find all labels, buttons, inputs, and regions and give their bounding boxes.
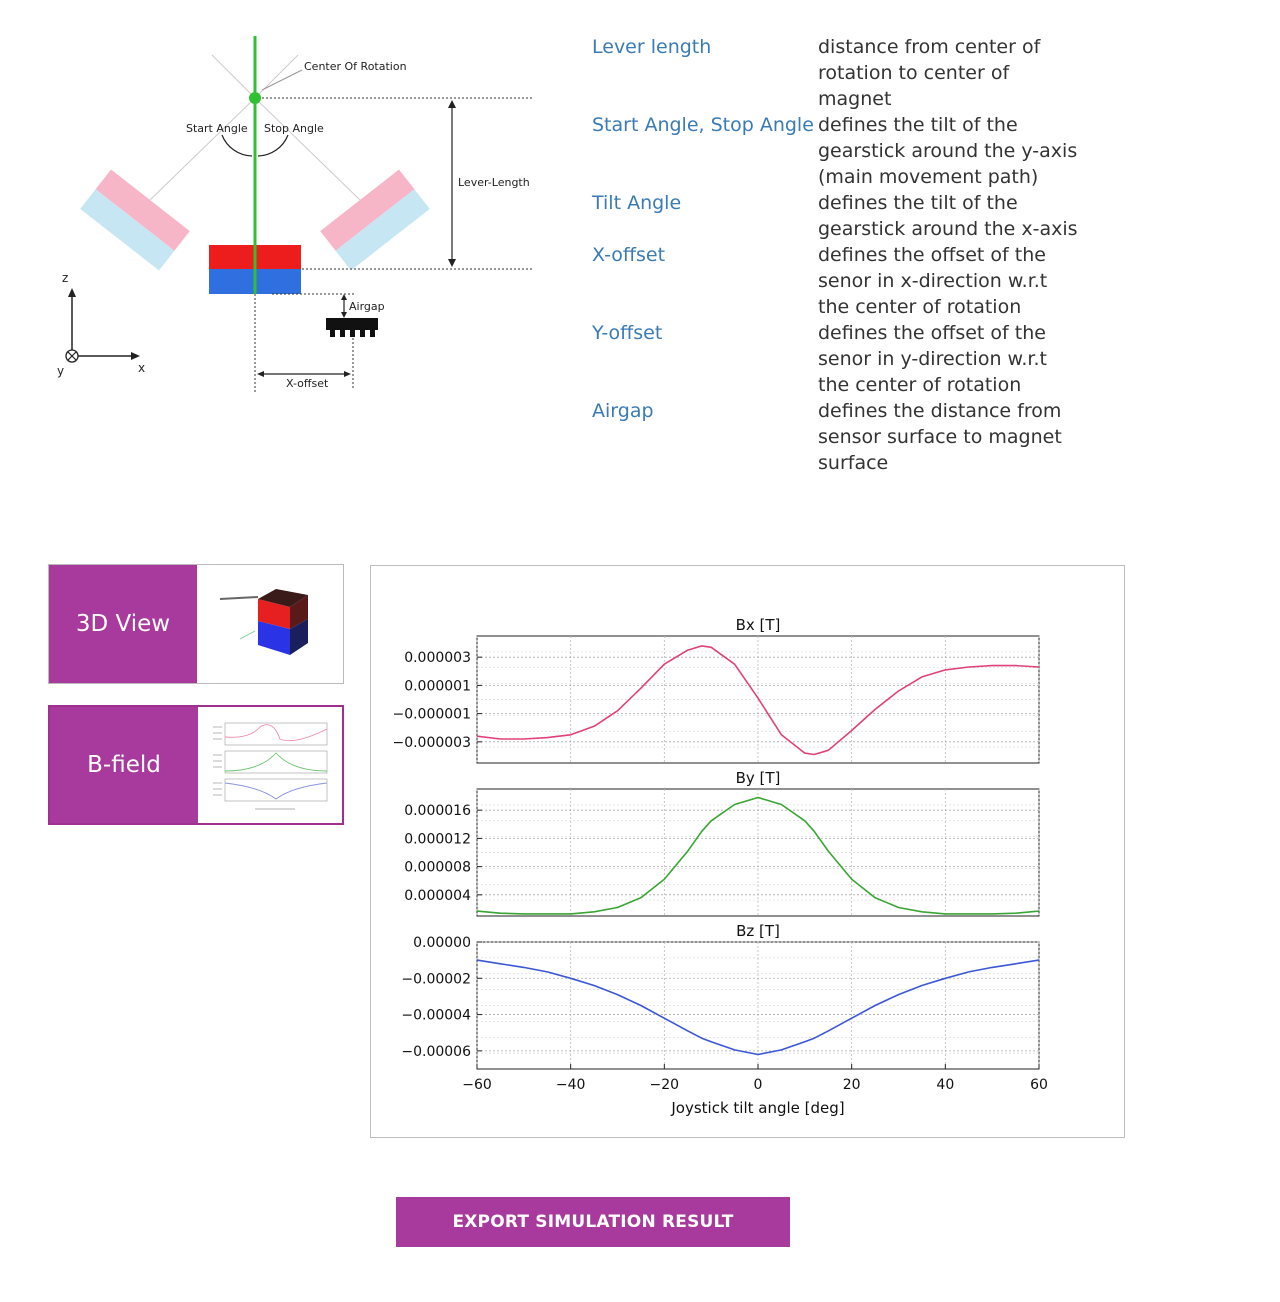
subplot-1 [392,616,1039,763]
y-tick-label: −0.00002 [401,971,471,988]
x-axis-label: Joystick tilt angle [deg] [671,1099,845,1117]
stop-position-magnet [320,170,430,271]
desc-line: the center of rotation [818,374,1022,396]
param-name: Lever length [592,36,712,58]
sensor-pin [340,330,345,337]
subplot-title: Bz [T] [736,922,780,940]
subplot-2 [404,769,1039,916]
arrow-head [131,352,140,360]
desc-line: gearstick around the y-axis [818,140,1078,162]
x-tick-label: 40 [936,1077,955,1093]
callout-line [262,70,302,90]
param-name: Airgap [592,400,654,422]
desc-line: defines the distance from [818,400,1062,422]
sensor-chip [326,318,378,337]
view-3d-button[interactable] [48,564,344,684]
x-tick-label: 0 [753,1077,763,1093]
x-axis-label: x [138,361,146,375]
x-tick-label: 60 [1030,1077,1048,1093]
param-row-tilt-angle [592,190,1152,242]
desc-line: magnet [818,88,892,110]
arrow-head [448,100,456,108]
b-field-label: B-field [50,707,198,823]
start-angle-arc [222,135,252,156]
desc-line: defines the tilt of the [818,114,1018,136]
desc-line: senor in x-direction w.r.t [818,270,1048,292]
arrow-head [68,288,76,297]
y-tick-label: −0.000003 [392,734,471,751]
x-offset-label: X-offset [286,377,329,390]
start-angle-label: Start Angle [186,122,248,135]
x-tick-label: −60 [462,1077,492,1093]
y-tick-label: 0.000012 [404,831,471,848]
y-tick-label: 0.000003 [404,650,471,667]
export-simulation-result-button[interactable]: EXPORT SIMULATION RESULT [396,1197,790,1247]
thumb-curve [225,753,327,771]
arrow-head [257,371,264,377]
x-tick-label: 20 [842,1077,861,1093]
thumb-curve [225,783,327,799]
desc-line: (main movement path) [818,166,1039,188]
param-desc [818,112,1118,190]
param-row-lever-length [592,34,1152,112]
y-tick-label: 0.00000 [413,935,471,951]
thumb-panel [225,779,327,801]
b-field-button[interactable] [48,705,344,825]
x-tick-label: −20 [649,1077,680,1093]
cube-icon [210,579,330,669]
subplot-title: Bx [T] [735,616,781,634]
param-row-y-offset [592,320,1152,398]
subplot-title: By [T] [735,769,781,787]
z-axis-label: z [62,271,69,285]
center-of-rotation-point [249,92,261,104]
param-name: Y-offset [592,322,663,344]
geometry-diagram [40,30,560,410]
y-axis-label: y [57,364,65,378]
desc-line: defines the tilt of the [818,192,1018,214]
parameter-table [592,34,1152,476]
start-position-magnet [80,170,190,271]
x-tick-label: −40 [555,1077,586,1093]
desc-line: sensor surface to magnet [818,426,1062,448]
y-tick-label: 0.000001 [404,678,471,695]
b-field-chart [371,566,1126,1139]
subplot-3 [401,922,1039,1069]
view-3d-label: 3D View [49,565,197,683]
b-field-thumbnail [198,707,342,823]
start-guide-line [150,98,255,200]
cube-axis-line [240,631,255,639]
arrow-head [341,294,347,300]
desc-line: defines the offset of the [818,244,1046,266]
desc-line: defines the offset of the [818,322,1046,344]
arrow-head [448,259,456,267]
y-tick-label: 0.000004 [404,887,471,904]
view-3d-thumbnail [197,565,343,683]
b-field-plot-panel [370,565,1125,1138]
y-tick-label: 0.000008 [404,859,471,876]
sensor-pin [350,330,355,337]
param-row-start-stop-angle [592,112,1152,190]
lever-length-label: Lever-Length [458,176,530,189]
param-name: Start Angle, Stop Angle [592,114,814,136]
param-desc [818,242,1118,320]
y-tick-label: −0.00006 [401,1043,471,1060]
airgap-label: Airgap [349,300,385,313]
y-tick-label: 0.000016 [404,803,471,820]
guide-line [255,55,298,98]
desc-line: gearstick around the x-axis [818,218,1078,240]
sensor-pin [330,330,335,337]
sensor-body [326,318,378,330]
guide-line [212,55,255,98]
stop-guide-line [255,98,360,200]
center-of-rotation-label: Center Of Rotation [304,60,407,73]
sensor-pin [360,330,365,337]
sensor-pin [370,330,375,337]
param-desc [818,34,1118,112]
param-row-airgap [592,398,1152,476]
desc-line: the center of rotation [818,296,1022,318]
desc-line: senor in y-direction w.r.t [818,348,1047,370]
thumb-panel [225,723,327,745]
param-desc [818,190,1118,242]
param-name: Tilt Angle [592,192,682,214]
desc-line: surface [818,452,889,474]
arrow-head [341,312,347,318]
stop-angle-arc [258,135,288,156]
arrow-head [344,371,351,377]
param-name: X-offset [592,244,666,266]
param-desc [818,398,1118,476]
thumb-curve [225,725,327,741]
desc-line: distance from center of [818,36,1041,58]
y-tick-label: −0.000001 [392,706,471,723]
param-row-x-offset [592,242,1152,320]
stop-angle-label: Stop Angle [264,122,324,135]
desc-line: rotation to center of [818,62,1010,84]
cube-lever-line [220,597,258,599]
param-desc [818,320,1118,398]
y-tick-label: −0.00004 [401,1007,471,1024]
plot-thumbnail-icon [205,715,335,815]
